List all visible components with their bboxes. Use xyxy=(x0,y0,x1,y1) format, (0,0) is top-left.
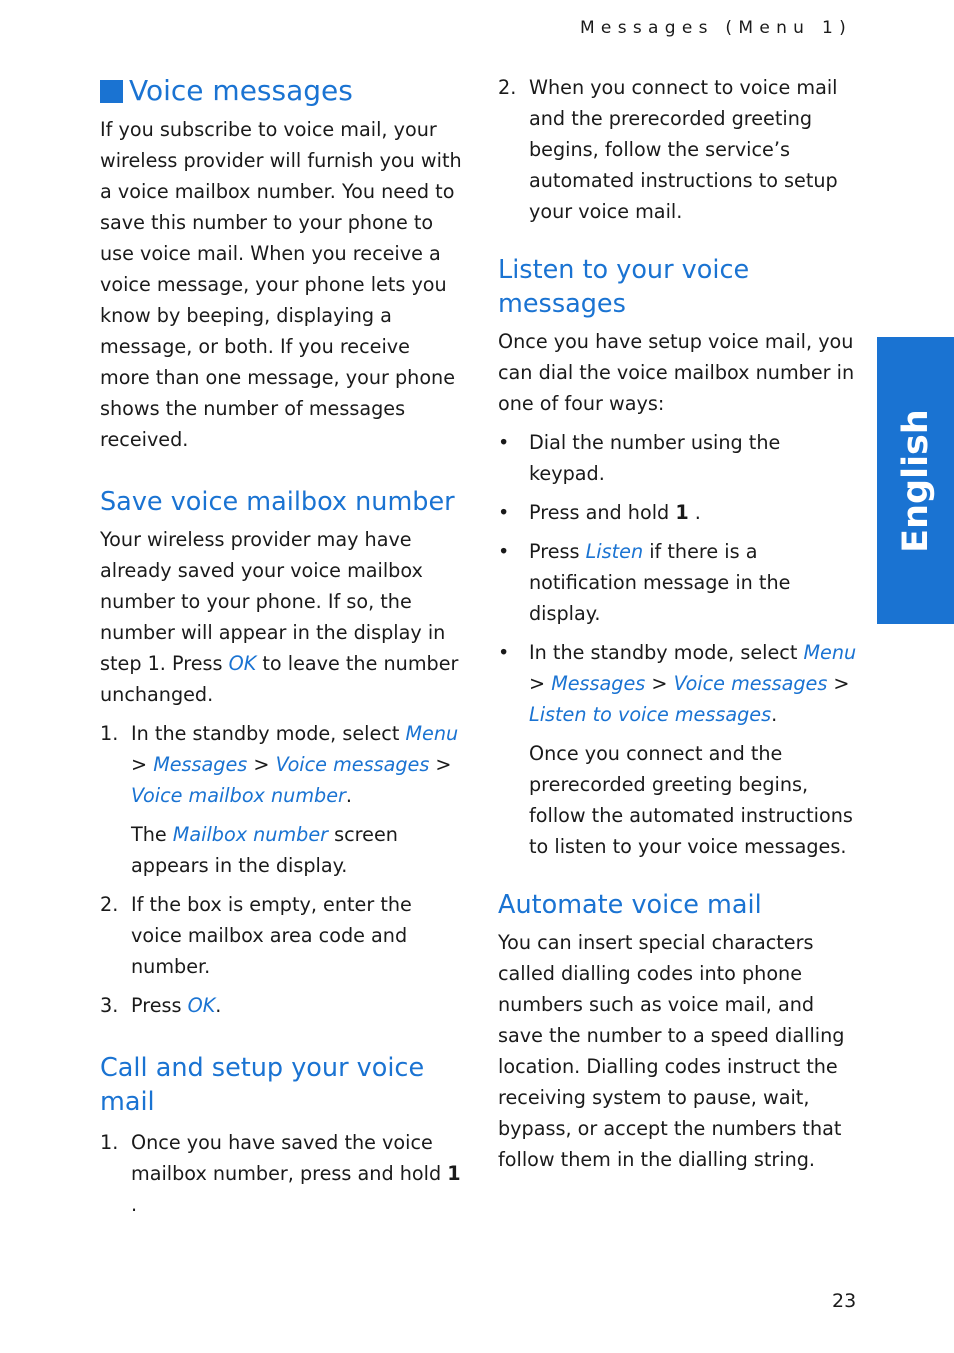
path-separator: > xyxy=(645,672,674,695)
running-head: Messages (Menu 1) xyxy=(579,18,852,38)
note-text: screen appears in the display. xyxy=(131,823,398,877)
step-end: . xyxy=(131,1193,138,1216)
bullet-item xyxy=(498,536,860,629)
step-item xyxy=(100,1127,462,1220)
bullet-text: Press xyxy=(529,540,586,563)
step-text: In the standby mode, select xyxy=(131,722,406,745)
bullet-text: Dial the number using the keypad. xyxy=(529,431,781,485)
section-title-call-setup: Call and setup your voice mail xyxy=(100,1053,425,1117)
step-number: 2. xyxy=(498,76,517,99)
key-1: 1 xyxy=(447,1162,461,1185)
term-voice-messages: Voice messages xyxy=(673,672,828,695)
voice-messages-body: If you subscribe to voice mail, your wireless provider will furnish you with a voice mailbox number. You need to save this number to your phone to use voice mail. When you receive a voice message, your phone lets you know by beeping, displaying a message, or both. If you receive more than one message, your phone shows the number of messages received. xyxy=(100,118,462,451)
step-number: 1. xyxy=(100,722,119,745)
path-separator: > xyxy=(247,753,276,776)
term-menu: Menu xyxy=(803,641,857,664)
step-text: When you connect to voice mail and the prerecorded greeting begins, follow the service’s automated instructions to setup your voice mail. xyxy=(529,76,838,223)
path-separator: > xyxy=(429,753,452,776)
bullet-icon: • xyxy=(498,641,510,664)
term-voice-messages: Voice messages xyxy=(275,753,430,776)
path-separator: > xyxy=(529,672,552,695)
term-messages: Messages xyxy=(153,753,248,776)
bullet-end: . xyxy=(688,501,701,524)
bullet-icon: • xyxy=(498,540,510,563)
path-separator: > xyxy=(131,753,154,776)
right-column xyxy=(498,72,860,1175)
section-title-listen: Listen to your voice messages xyxy=(498,255,750,319)
page-number: 23 xyxy=(832,1290,857,1312)
save-mailbox-intro xyxy=(100,524,462,710)
listen-ways-list xyxy=(498,427,860,862)
left-column xyxy=(100,68,462,1228)
bullet-item xyxy=(498,497,860,528)
section-title-save-mailbox: Save voice mailbox number xyxy=(100,487,455,517)
bullet-text: if there is a notification message in the display. xyxy=(529,540,791,625)
step-number: 1. xyxy=(100,1131,119,1154)
term-mailbox-number: Mailbox number xyxy=(172,823,329,846)
step-end: . xyxy=(215,994,222,1017)
bullet-text: In the standby mode, select xyxy=(529,641,804,664)
term-ok: OK xyxy=(228,652,257,675)
step-number: 3. xyxy=(100,994,119,1017)
square-bullet-icon xyxy=(100,80,123,103)
term-messages: Messages xyxy=(551,672,646,695)
bullet-icon: • xyxy=(498,501,510,524)
bullet-text: Press and hold xyxy=(529,501,676,524)
key-1: 1 xyxy=(675,501,689,524)
term-voice-mailbox-number: Voice mailbox number xyxy=(131,784,346,807)
path-separator: > xyxy=(827,672,850,695)
step-note xyxy=(131,819,462,881)
term-listen: Listen xyxy=(585,540,644,563)
save-mailbox-steps xyxy=(100,718,462,1021)
note-text: The xyxy=(131,823,173,846)
call-setup-steps xyxy=(100,1127,462,1220)
intro-text: to leave the number unchanged. xyxy=(100,652,459,706)
bullet-item xyxy=(498,427,860,489)
term-menu: Menu xyxy=(405,722,459,745)
step-item xyxy=(100,718,462,881)
section-title-automate: Automate voice mail xyxy=(498,890,762,920)
section-title-voice-messages xyxy=(100,72,462,110)
step-text: Once you have saved the voice mailbox number, press and hold xyxy=(131,1131,448,1185)
step-item xyxy=(100,889,462,982)
step-item xyxy=(100,990,462,1021)
bullet-note: Once you connect and the prerecorded greeting begins, follow the automated instructions to listen to your voice messages. xyxy=(529,742,853,858)
step-item xyxy=(498,72,860,227)
step-text: If the box is empty, enter the voice mailbox area code and number. xyxy=(131,893,412,978)
bullet-end: . xyxy=(771,703,778,726)
language-side-tab xyxy=(877,337,954,624)
bullet-item xyxy=(498,637,860,862)
term-ok: OK xyxy=(187,994,216,1017)
bullet-icon: • xyxy=(498,431,510,454)
section-title-text: Voice messages xyxy=(129,74,353,107)
call-setup-steps-continued xyxy=(498,72,860,227)
step-text: Press xyxy=(131,994,188,1017)
step-number: 2. xyxy=(100,893,119,916)
step-end: . xyxy=(345,784,353,807)
automate-body: You can insert special characters called dialling codes into phone numbers such as voice mail, and save the number to a speed dialling location. Dialling codes instruct the receiving system to pause, wait, bypass, or accept the numbers that follow them in the dialling string. xyxy=(498,931,845,1171)
term-listen-to-voice-messages: Listen to voice messages xyxy=(529,703,772,726)
listen-intro: Once you have setup voice mail, you can dial the voice mailbox number in one of four ways: xyxy=(498,330,855,415)
intro-text: Your wireless provider may have already saved your voice mailbox number to your phone. If so, the number will appear in the display in step 1. Press xyxy=(100,528,446,675)
side-tab-label: English xyxy=(895,408,936,553)
